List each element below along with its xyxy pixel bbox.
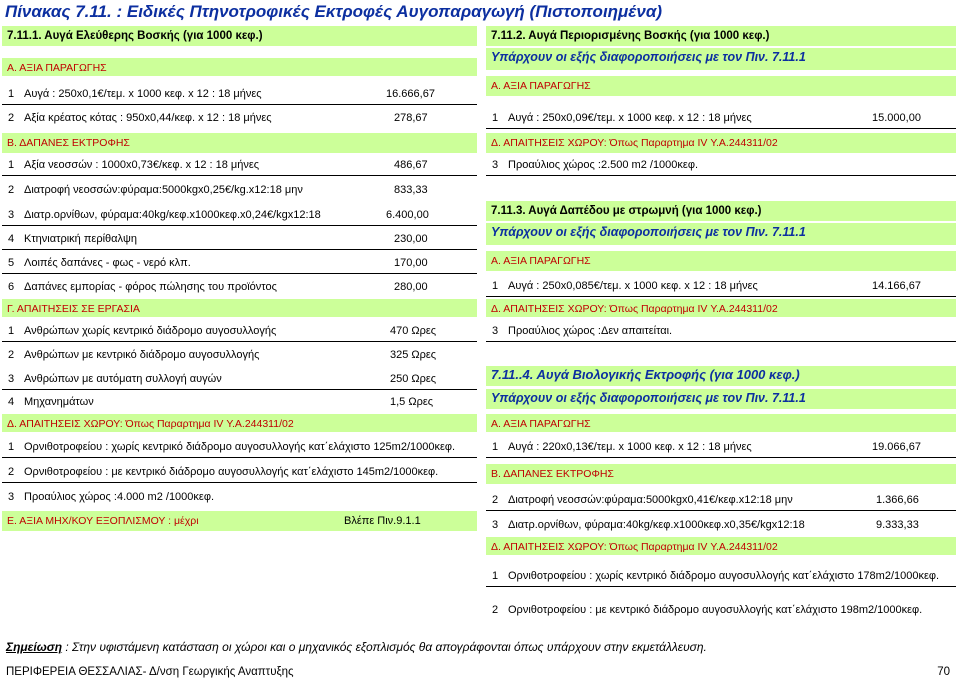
- left-section-a: Α. ΑΞΙΑ ΠΑΡΑΓΩΓΗΣ: [7, 62, 107, 74]
- right-section-2d-band: [486, 299, 956, 317]
- right-subheading-2-band: [486, 223, 956, 245]
- right-section-2a: Α. ΑΞΙΑ ΠΑΡΑΓΩΓΗΣ: [491, 255, 591, 267]
- left-section-b: Β. ΔΑΠΑΝΕΣ ΕΚΤΡΟΦΗΣ: [7, 137, 130, 149]
- row-divider: [486, 296, 956, 297]
- right-section-3a-band: [486, 414, 956, 432]
- right-heading-3: 7.11..4. Αυγά Βιολογικής Εκτροφής (για 1000 κεφ.): [491, 367, 800, 382]
- row-divider: [2, 104, 477, 105]
- right-subheading-1-band: [486, 48, 956, 70]
- left-section-c: Γ. ΑΠΑΙΤΗΣΕΙΣ ΣΕ ΕΡΓΑΣΙΑ: [7, 303, 140, 315]
- left-heading-band: [2, 26, 477, 46]
- row-divider: [2, 225, 477, 226]
- right-section-3d-band: [486, 537, 956, 555]
- page-title: Πίνακας 7.11. : Ειδικές Πτηνοτροφικές Εκτροφές Αυγοπαραγωγή (Πιστοποιημένα): [5, 2, 663, 21]
- left-heading: 7.11.1. Αυγά Ελεύθερης Βοσκής (για 1000 κεφ.): [7, 30, 263, 42]
- right-section-2a-band: [486, 251, 956, 271]
- right-section-1a-band: [486, 76, 956, 96]
- left-section-e-band: [2, 511, 477, 531]
- footer-text: ΠΕΡΙΦΕΡΕΙΑ ΘΕΣΣΑΛΙΑΣ- Δ/νση Γεωργικής Αναπτυξης: [6, 666, 294, 678]
- footnote-text: : Στην υφιστάμενη κατάσταση οι χώροι και ο μηχανικός εξοπλισμός θα απογράφονται όπως υπάρχουν στην εκμετάλλευση.: [62, 640, 707, 654]
- row-divider: [2, 273, 477, 274]
- right-heading-1-band: [486, 26, 956, 46]
- right-subheading-3-band: [486, 389, 956, 409]
- row-divider: [2, 341, 477, 342]
- page-number: 70: [937, 666, 950, 678]
- footnote-label: Σημείωση: [6, 640, 63, 654]
- left-section-c-band: [2, 299, 477, 317]
- row-divider: [486, 128, 956, 129]
- right-section-2d: Δ. ΑΠΑΙΤΗΣΕΙΣ ΧΩΡΟΥ: Όπως Παραρτημα IV Υ.Α.244311/02: [491, 303, 778, 315]
- row-divider: [486, 175, 956, 176]
- left-section-a-band: [2, 58, 477, 76]
- right-heading-3-band: [486, 366, 956, 386]
- right-subheading-3: Υπάρχουν οι εξής διαφοροποιήσεις με τον Πιν. 7.11.1: [491, 391, 806, 405]
- right-subheading-2: Υπάρχουν οι εξής διαφοροποιήσεις με τον Πιν. 7.11.1: [491, 225, 806, 239]
- row-divider: [2, 389, 477, 390]
- left-section-d: Δ. ΑΠΑΙΤΗΣΕΙΣ ΧΩΡΟΥ: Όπως Παραρτημα IV Υ.Α.244311/02: [7, 418, 294, 430]
- row-divider: [486, 586, 956, 587]
- row-divider: [2, 249, 477, 250]
- right-section-3a: Α. ΑΞΙΑ ΠΑΡΑΓΩΓΗΣ: [491, 418, 591, 430]
- right-subheading-1: Υπάρχουν οι εξής διαφοροποιήσεις με τον Πιν. 7.11.1: [491, 50, 806, 64]
- row-divider: [2, 482, 477, 483]
- row-divider: [2, 457, 477, 458]
- left-section-e: Ε. ΑΞΙΑ ΜΗΧ/ΚΟΥ ΕΞΟΠΛΙΣΜΟΥ : μέχρι: [7, 515, 199, 527]
- right-section-1a: Α. ΑΞΙΑ ΠΑΡΑΓΩΓΗΣ: [491, 80, 591, 92]
- left-section-e-value: Βλέπε Πιν.9.1.1: [344, 515, 421, 527]
- row-divider: [486, 341, 956, 342]
- left-section-d-band: [2, 414, 477, 432]
- right-section-1d: Δ. ΑΠΑΙΤΗΣΕΙΣ ΧΩΡΟΥ: Όπως Παραρτημα IV Υ.Α.244311/02: [491, 137, 778, 149]
- right-heading-2-band: [486, 201, 956, 221]
- right-heading-2: 7.11.3. Αυγά Δαπέδου με στρωμνή (για 1000 κεφ.): [491, 205, 762, 217]
- right-section-3b-band: [486, 464, 956, 484]
- right-section-1d-band: [486, 133, 956, 153]
- right-section-3d: Δ. ΑΠΑΙΤΗΣΕΙΣ ΧΩΡΟΥ: Όπως Παραρτημα IV Υ.Α.244311/02: [491, 541, 778, 553]
- footnote: [6, 640, 707, 654]
- row-divider: [486, 510, 956, 511]
- row-divider: [486, 457, 956, 458]
- row-divider: [2, 175, 477, 176]
- left-section-b-band: [2, 133, 477, 153]
- right-heading-1: 7.11.2. Αυγά Περιορισμένης Βοσκής (για 1000 κεφ.): [491, 30, 770, 42]
- right-section-3b: Β. ΔΑΠΑΝΕΣ ΕΚΤΡΟΦΗΣ: [491, 468, 614, 480]
